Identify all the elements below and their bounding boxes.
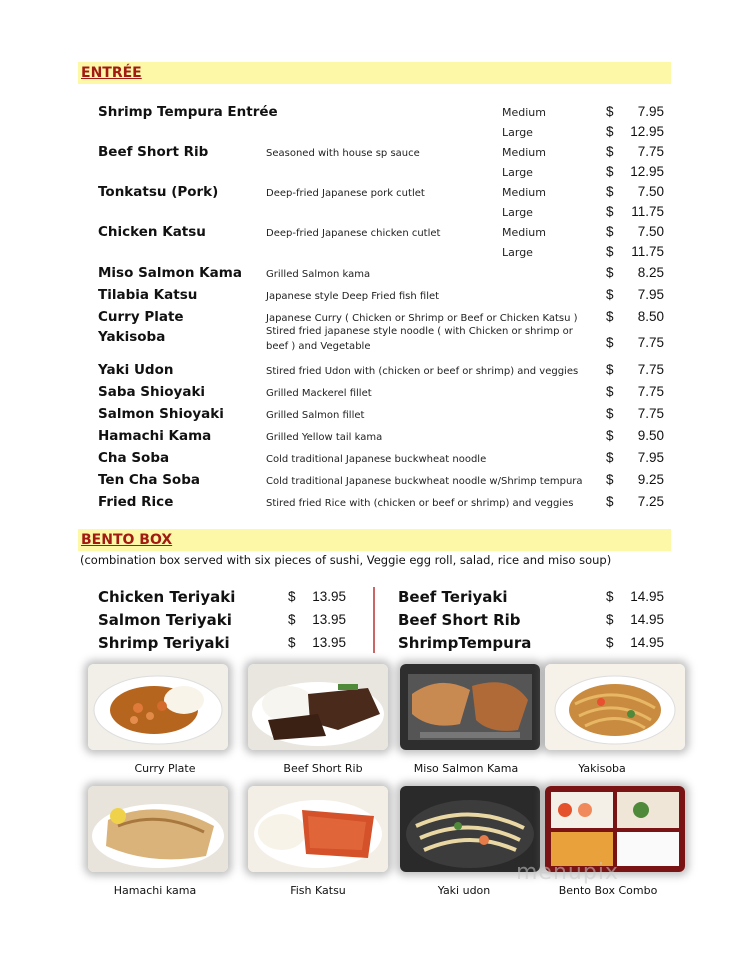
bento-item-currency: $ <box>288 589 296 604</box>
bento-item-price: 14.95 <box>630 635 664 650</box>
entree-item-size: Large <box>502 166 533 179</box>
bento-item-currency: $ <box>606 612 614 627</box>
bento-row-right <box>398 634 698 656</box>
entree-item-price: 7.75 <box>637 144 664 159</box>
bento-item-name: Salmon Teriyaki <box>98 611 232 629</box>
caption-miso-salmon-kama: Miso Salmon Kama <box>413 762 519 775</box>
entree-item-name: Fried Rice <box>98 494 174 510</box>
entree-row <box>0 184 750 204</box>
caption-yakisoba: Yakisoba <box>578 762 626 775</box>
entree-item-price: 7.75 <box>637 335 664 350</box>
entree-item-desc: Deep-fried Japanese pork cutlet <box>266 188 425 199</box>
photo-yakisoba <box>545 664 685 750</box>
entree-item-price: 9.50 <box>637 428 664 443</box>
entree-item-price: 8.25 <box>637 265 664 280</box>
entree-item-currency: $ <box>606 204 614 219</box>
entree-row <box>0 428 750 448</box>
entree-item-price: 7.25 <box>637 494 664 509</box>
entree-item-currency: $ <box>606 104 614 119</box>
entree-item-currency: $ <box>606 244 614 259</box>
caption-beef-short-rib: Beef Short Rib <box>283 762 363 775</box>
entree-item-desc: Grilled Salmon fillet <box>266 410 365 421</box>
entree-item-name: Yakisoba <box>98 329 166 345</box>
entree-item-name: Salmon Shioyaki <box>98 406 224 422</box>
entree-item-currency: $ <box>606 384 614 399</box>
entree-item-name: Beef Short Rib <box>98 144 209 160</box>
bento-item-name: Chicken Teriyaki <box>98 588 236 606</box>
caption-fish-katsu: Fish Katsu <box>290 884 346 897</box>
entree-item-price: 7.95 <box>637 450 664 465</box>
entree-item-desc: Grilled Yellow tail kama <box>266 432 383 443</box>
watermark: menupix <box>516 860 619 885</box>
entree-item-name: Yaki Udon <box>98 362 174 378</box>
entree-item-currency: $ <box>606 362 614 377</box>
bento-item-currency: $ <box>606 589 614 604</box>
entree-row <box>0 144 750 164</box>
entree-item-name: Tilabia Katsu <box>98 287 198 303</box>
bento-row-left <box>98 634 398 656</box>
entree-item-currency: $ <box>606 124 614 139</box>
bento-section-header <box>78 529 671 551</box>
entree-item-currency: $ <box>606 224 614 239</box>
bento-item-name: Shrimp Teriyaki <box>98 634 230 652</box>
entree-row <box>0 494 750 514</box>
entree-item-size: Medium <box>502 226 546 239</box>
entree-item-size: Large <box>502 126 533 139</box>
entree-item-currency: $ <box>606 164 614 179</box>
bento-item-currency: $ <box>606 635 614 650</box>
entree-section-header <box>78 62 671 84</box>
entree-item-currency: $ <box>606 287 614 302</box>
photo-curry-plate <box>88 664 228 750</box>
entree-item-currency: $ <box>606 309 614 324</box>
entree-item-size: Medium <box>502 106 546 119</box>
entree-row <box>0 472 750 492</box>
bento-item-price: 14.95 <box>630 589 664 604</box>
entree-row <box>0 450 750 470</box>
entree-item-price: 12.95 <box>630 164 664 179</box>
entree-item-desc: Seasoned with house sp sauce <box>266 148 420 159</box>
entree-item-desc: Stired fried Udon with (chicken or beef or shrimp) and veggies <box>266 366 579 377</box>
caption-curry-plate: Curry Plate <box>134 762 196 775</box>
photo-beef-short-rib <box>248 664 388 750</box>
bento-row-right <box>398 588 698 610</box>
entree-item-price: 7.75 <box>637 384 664 399</box>
entree-row <box>0 287 750 307</box>
entree-item-price: 7.75 <box>637 406 664 421</box>
entree-item-price: 11.75 <box>631 204 664 219</box>
caption-yaki-udon: Yaki udon <box>437 884 491 897</box>
entree-item-name: Saba Shioyaki <box>98 384 206 400</box>
entree-row <box>0 265 750 285</box>
entree-item-size: Large <box>502 246 533 259</box>
entree-item-currency: $ <box>606 184 614 199</box>
entree-item-price: 7.95 <box>637 104 664 119</box>
bento-item-price: 13.95 <box>312 589 346 604</box>
entree-item-price: 12.95 <box>630 124 664 139</box>
bento-row-left <box>98 588 398 610</box>
entree-row <box>0 124 750 144</box>
photo-fish-katsu <box>248 786 388 872</box>
entree-item-price: 7.50 <box>637 224 664 239</box>
photo-hamachi-kama <box>88 786 228 872</box>
bento-item-price: 13.95 <box>312 635 346 650</box>
entree-row <box>0 384 750 404</box>
entree-row <box>0 204 750 224</box>
bento-item-price: 14.95 <box>630 612 664 627</box>
entree-item-currency: $ <box>606 472 614 487</box>
entree-item-price: 9.25 <box>637 472 664 487</box>
caption-hamachi-kama: Hamachi kama <box>113 884 197 897</box>
entree-row <box>0 406 750 426</box>
photo-miso-salmon-kama <box>400 664 540 750</box>
entree-item-desc: Deep-fried Japanese chicken cutlet <box>266 228 441 239</box>
entree-item-price: 11.75 <box>631 244 664 259</box>
entree-title: ENTRÉE <box>81 65 142 81</box>
entree-item-size: Large <box>502 206 533 219</box>
entree-item-name: Curry Plate <box>98 309 184 325</box>
entree-item-desc: Japanese style Deep Fried fish filet <box>266 291 440 302</box>
entree-item-price: 7.95 <box>637 287 664 302</box>
entree-item-desc: Stired fried Rice with (chicken or beef or shrimp) and veggies <box>266 498 574 509</box>
entree-row <box>0 164 750 184</box>
entree-row <box>0 326 750 352</box>
bento-row-left <box>98 611 398 633</box>
entree-item-size: Medium <box>502 186 546 199</box>
entree-item-size: Medium <box>502 146 546 159</box>
bento-item-price: 13.95 <box>312 612 346 627</box>
entree-item-name: Ten Cha Soba <box>98 472 200 488</box>
entree-item-desc: Cold traditional Japanese buckwheat noodle <box>266 454 487 465</box>
entree-item-desc: Grilled Salmon kama <box>266 269 371 280</box>
entree-item-price: 8.50 <box>637 309 664 324</box>
entree-item-name: Miso Salmon Kama <box>98 265 242 281</box>
caption-bento-box-combo: Bento Box Combo <box>558 884 658 897</box>
bento-subtitle: (combination box served with six pieces of sushi, Veggie egg roll, salad, rice and miso soup) <box>80 553 612 567</box>
bento-title: BENTO BOX <box>81 532 173 548</box>
entree-row <box>0 104 750 124</box>
entree-item-currency: $ <box>606 494 614 509</box>
entree-item-desc: Stired fried japanese style noodle ( with Chicken or shrimp or beef ) and Vegetable <box>266 326 573 352</box>
entree-row <box>0 362 750 382</box>
bento-item-currency: $ <box>288 635 296 650</box>
bento-item-currency: $ <box>288 612 296 627</box>
entree-item-name: Cha Soba <box>98 450 170 466</box>
entree-item-name: Tonkatsu (Pork) <box>98 184 219 200</box>
entree-item-price: 7.50 <box>637 184 664 199</box>
bento-divider <box>373 587 375 653</box>
entree-item-currency: $ <box>606 450 614 465</box>
entree-item-currency: $ <box>606 406 614 421</box>
bento-item-name: Beef Short Rib <box>398 611 521 629</box>
entree-item-desc: Cold traditional Japanese buckwheat noodle w/Shrimp tempura <box>266 476 583 487</box>
entree-item-desc: Grilled Mackerel fillet <box>266 388 372 399</box>
entree-item-currency: $ <box>606 144 614 159</box>
entree-item-desc: Japanese Curry ( Chicken or Shrimp or Beef or Chicken Katsu ) <box>266 313 578 324</box>
bento-item-name: Beef Teriyaki <box>398 588 508 606</box>
bento-item-name: ShrimpTempura <box>398 634 532 652</box>
entree-item-currency: $ <box>606 335 614 350</box>
entree-row <box>0 244 750 264</box>
bento-row-right <box>398 611 698 633</box>
entree-item-currency: $ <box>606 265 614 280</box>
entree-item-name: Hamachi Kama <box>98 428 212 444</box>
entree-row <box>0 224 750 244</box>
entree-item-price: 7.75 <box>637 362 664 377</box>
entree-item-currency: $ <box>606 428 614 443</box>
entree-item-name: Chicken Katsu <box>98 224 206 240</box>
entree-item-name: Shrimp Tempura Entrée <box>98 104 278 120</box>
